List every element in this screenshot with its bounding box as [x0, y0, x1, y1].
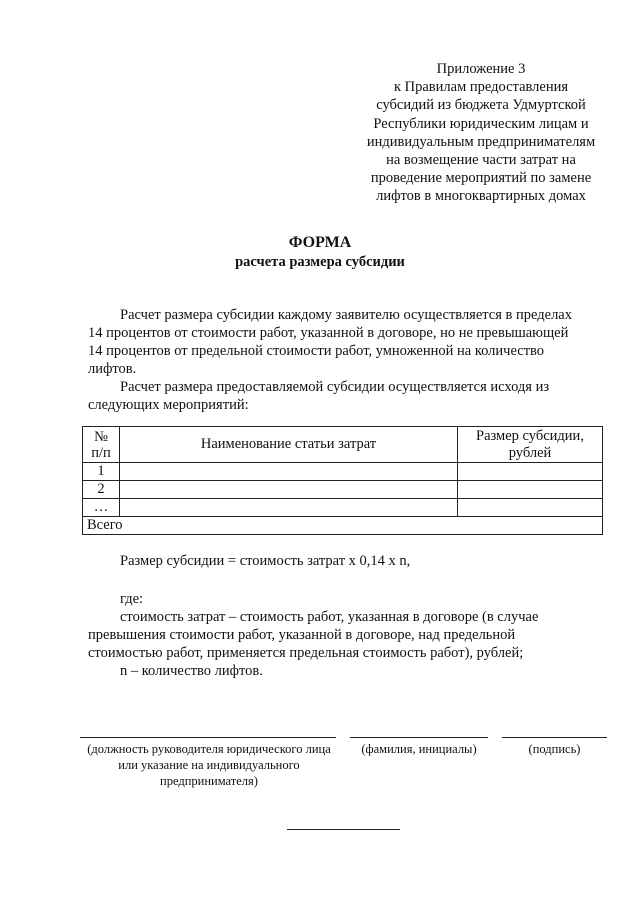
row-number: 1	[83, 463, 120, 481]
table-header-row	[83, 427, 603, 463]
position-signature-line[interactable]	[80, 737, 336, 738]
text-line: n – количество лифтов.	[120, 663, 263, 679]
sign-signature-line[interactable]	[502, 737, 607, 738]
text-line: лифтов.	[88, 361, 137, 377]
intro-paragraph-1	[88, 306, 602, 378]
row-name-cell[interactable]	[120, 463, 458, 481]
costs-table	[82, 426, 603, 535]
sign-caption: (подпись)	[528, 742, 581, 756]
appendix-line: Республики юридическим лицам и	[373, 115, 589, 132]
appendix-line: к Правилам предоставления	[393, 79, 569, 96]
text-segment: Расчет размера субсидии каждому заявителю осуществляется в пределах	[120, 307, 572, 323]
table-row	[83, 499, 603, 517]
bottom-divider	[287, 829, 400, 830]
appendix-header	[356, 60, 606, 206]
row-amount-cell[interactable]	[458, 463, 603, 481]
text-line: превышения стоимости работ, указанной в договоре, над предельной	[88, 627, 516, 643]
appendix-line: проведение мероприятий по замене	[370, 170, 592, 187]
name-signature-line[interactable]	[350, 737, 488, 738]
form-title: ФОРМА	[288, 234, 352, 251]
table-total-row	[83, 517, 603, 535]
appendix-line: Приложение 3	[436, 61, 526, 77]
text-line: Расчет размера предоставляемой субсидии осуществляется исходя из	[120, 379, 550, 395]
table-row	[83, 463, 603, 481]
text-line	[88, 306, 602, 324]
row-number: …	[83, 499, 120, 517]
row-number: 2	[83, 481, 120, 499]
text-line: стоимостью работ, применяется предельная стоимость работ), рублей;	[88, 645, 524, 661]
name-caption: (фамилия, инициалы)	[361, 742, 477, 756]
where-label: где:	[120, 591, 144, 607]
row-name-cell[interactable]	[120, 481, 458, 499]
appendix-line: субсидий из бюджета Удмуртской	[376, 97, 586, 114]
position-caption: (должность руководителя юридического лица или указание на индивидуального предпринимателя)	[87, 742, 331, 788]
header-amount: Размер субсидии, рублей	[458, 427, 603, 463]
header-number: № п/п	[83, 427, 120, 463]
header-name: Наименование статьи затрат	[120, 427, 458, 463]
subsidy-formula: Размер субсидии = стоимость затрат х 0,14 х n,	[120, 553, 411, 569]
row-name-cell[interactable]	[120, 499, 458, 517]
appendix-line: лифтов в многоквартирных домах	[376, 188, 586, 205]
text-line: следующих мероприятий:	[88, 397, 249, 413]
appendix-line: на возмещение части затрат на	[386, 152, 576, 169]
text-line: 14 процентов от предельной стоимости работ, умноженной на количество	[88, 343, 545, 359]
text-line: 14 процентов от стоимости работ, указанной в договоре, но не превышающей	[88, 325, 569, 341]
text-line: стоимость затрат – стоимость работ, указанная в договоре (в случае	[120, 609, 539, 625]
table-row	[83, 481, 603, 499]
form-subtitle: расчета размера субсидии	[235, 254, 405, 270]
row-amount-cell[interactable]	[458, 481, 603, 499]
row-amount-cell[interactable]	[458, 499, 603, 517]
appendix-line: индивидуальным предпринимателям	[366, 133, 596, 150]
intro-paragraph-2	[88, 378, 602, 414]
total-label: Всего	[83, 517, 603, 535]
where-block	[88, 590, 602, 680]
